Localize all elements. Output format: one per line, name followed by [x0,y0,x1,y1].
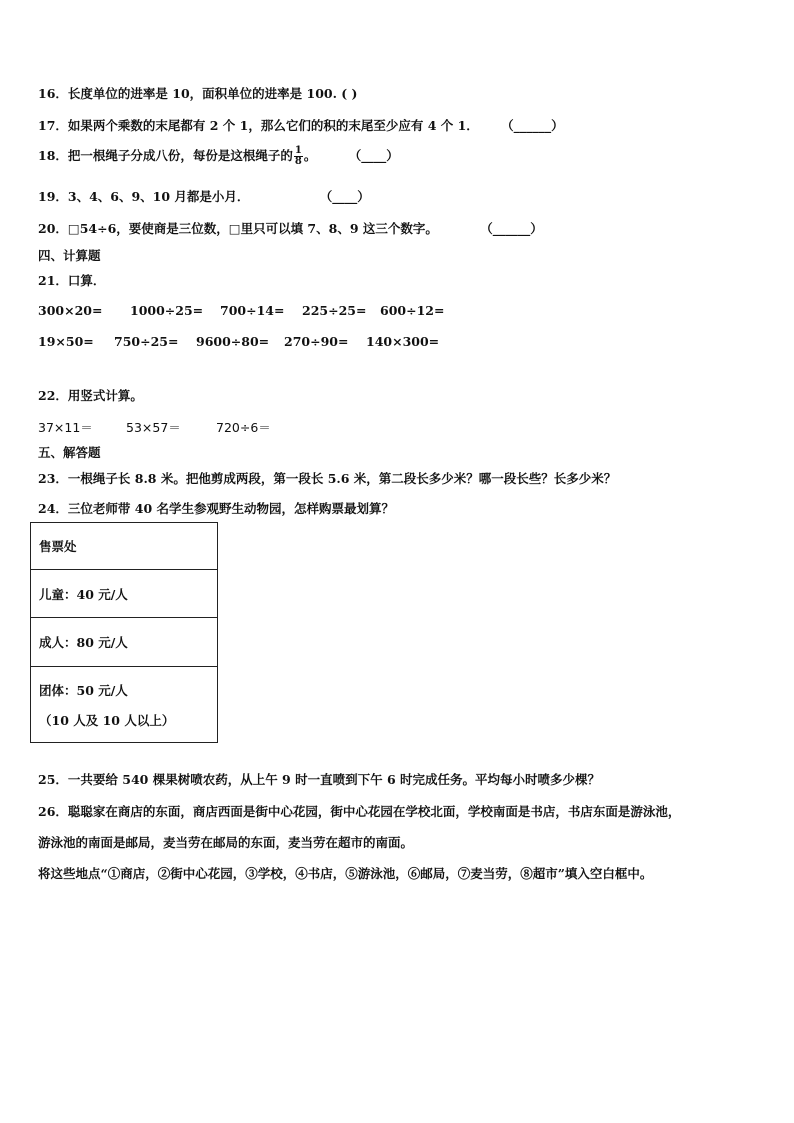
group-note: （10 人及 10 人以上） [39,712,175,728]
question-25-text: 25．一共要给 540 棵果树喷农药，从上午 9 时一直喷到下午 6 时完成任务。平均每小时喷多少棵？ [38,772,600,787]
answer-blank[interactable]: （______） [480,221,543,236]
math-item: 140×300= [366,334,440,349]
calc-item: 720÷6＝ [216,420,271,435]
math-item: 300×20= [38,303,103,318]
math-item: 19×50= [38,334,94,349]
section-heading-5 [38,443,101,461]
question-22-text: 22．用竖式计算。 [38,388,143,403]
group-price: 团体：50 元/人 [39,682,128,698]
section-heading-4 [38,246,101,264]
question-16 [38,84,357,102]
question-23-text: 23．一根绳子长 8.8 米。把他剪成两段，第一段长 5.6 米，第二段长多少米？哪一段长些？长多少米？ [38,471,617,486]
ticket-price-table [30,522,218,743]
calc-item: 37×11＝ [38,420,93,435]
question-26-line-3 [38,864,652,882]
question-21-title [38,271,105,289]
question-17 [38,116,564,134]
child-price: 儿童：40 元/人 [31,570,218,618]
math-item: 9600÷80= [196,334,270,349]
math-item: 600÷12= [380,303,445,318]
math-item: 270÷90= [284,334,349,349]
section-4-title: 四、计算题 [38,248,101,263]
fraction-denominator: 8 [294,156,302,167]
question-20 [38,219,543,237]
question-26-text: 游泳池的南面是邮局，麦当劳在邮局的东面，麦当劳在超市的南面。 [38,835,414,850]
question-18-text: 18．把一根绳子分成八份，每份是这根绳子的 [38,148,293,163]
calc-item: 53×57＝ [126,420,181,435]
question-19 [38,187,370,205]
answer-blank[interactable]: （______） [501,118,564,133]
question-18-punct: 。 [303,148,317,163]
question-22-title [38,386,143,404]
question-23 [38,469,616,487]
question-18 [38,146,399,167]
answer-blank[interactable]: （____） [319,189,370,204]
fraction [294,146,303,167]
math-item: 225÷25= [302,303,367,318]
table-row [31,667,218,743]
table-row [31,523,218,570]
question-16-text: 16．长度单位的进率是 10，面积单位的进率是 100. ( ) [38,86,358,101]
question-26-line-1 [38,802,680,820]
section-5-title: 五、解答题 [38,445,101,460]
math-item: 750÷25= [114,334,179,349]
question-26-text: 26．聪聪家在商店的东面，商店西面是街中心花园，街中心花园在学校北面，学校南面是书店，书店东面是游泳池， [38,804,681,819]
group-price-cell [31,667,218,743]
table-row [31,570,218,618]
question-24 [38,499,394,517]
question-17-text: 17．如果两个乘数的末尾都有 2 个 1，那么它们的积的末尾至少应有 4 个 1． [38,118,479,133]
math-item: 1000÷25= [130,303,204,318]
question-24-text: 24．三位老师带 40 名学生参观野生动物园，怎样购票最划算？ [38,501,394,516]
math-item: 700÷14= [220,303,285,318]
adult-price: 成人：80 元/人 [31,618,218,667]
question-20-text: 20．□54÷6，要使商是三位数，□里只可以填 7、8、9 这三个数字。 [38,221,438,236]
question-26-text: 将这些地点“①商店，②街中心花园，③学校，④书店，⑤游泳池，⑥邮局，⑦麦当劳，⑧超市”填入空白框中。 [38,866,653,881]
question-19-text: 19．3、4、6、9、10 月都是小月． [38,189,250,204]
fraction-numerator: 1 [294,145,302,156]
question-21-text: 21．口算． [38,273,106,288]
answer-blank[interactable]: （____） [348,148,399,163]
table-row [31,618,218,667]
question-25 [38,770,600,788]
question-26-line-2 [38,833,413,851]
table-header: 售票处 [31,523,218,570]
